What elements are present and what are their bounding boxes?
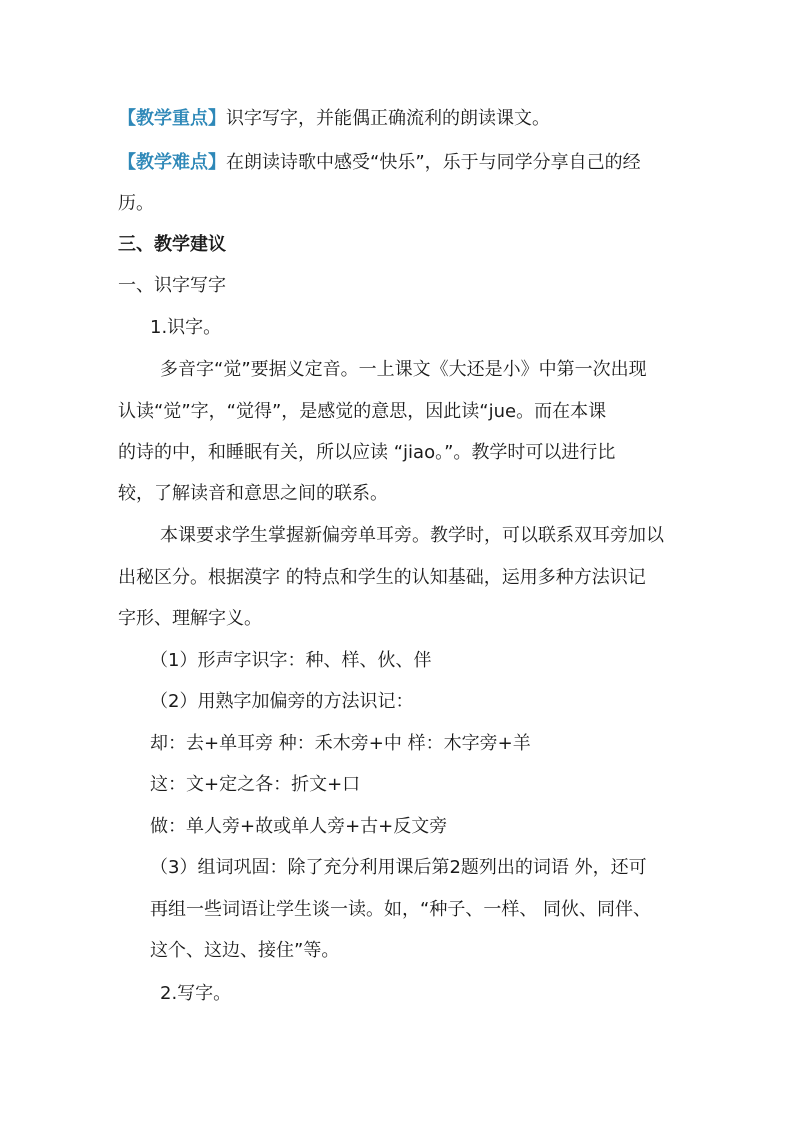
- subitem-1: （1）形声字识字：种、样、伙、伴: [150, 650, 432, 671]
- paragraph-1-line-3: 的诗的中，和睡眠有关，所以应读 “jiao。”。教学时可以进行比: [118, 442, 616, 463]
- item-heading-recognize: 1.识字。: [150, 317, 222, 338]
- subitem-3-line-2: 再组一些词语让学生谈一读。如，“种子、一样、 同伙、同伴、: [150, 899, 652, 920]
- paragraph-2-line-1: 本课要求学生掌握新偏旁单耳旁。教学时，可以联系双耳旁加以: [160, 525, 664, 546]
- part-heading-literacy: 一、识字写字: [118, 275, 226, 296]
- teaching-focus-line: [118, 107, 550, 131]
- item-heading-write: 2.写字。: [160, 983, 232, 1004]
- subitem-2: （2）用熟字加偏旁的方法识记：: [150, 691, 414, 712]
- subitem-3-line-1: （3）组词巩固：除了充分利用课后第2题列出的词语 外，还可: [150, 857, 647, 878]
- paragraph-1-line-1: 多音字“觉”要据义定音。一上课文《大还是小》中第一次出现: [160, 359, 647, 380]
- subitem-3-line-3: 这个、这边、接住”等。: [150, 940, 340, 961]
- section-heading-suggestions: 三、教学建议: [118, 234, 226, 255]
- example-line-2: 这：文+定之各：折文+口: [150, 774, 361, 795]
- teaching-difficulty-line: [118, 151, 641, 175]
- paragraph-1-line-2: 认读“觉”字，“觉得”，是感觉的意思，因此读“jue。而在本课: [118, 401, 607, 422]
- teaching-focus-label: 【教学重点】: [118, 108, 226, 129]
- teaching-difficulty-label: 【教学难点】: [118, 152, 226, 173]
- paragraph-1-line-4: 较，了解读音和意思之间的联系。: [118, 483, 388, 504]
- example-line-1: 却：去+单耳旁 种：禾木旁+中 样：木字旁+羊: [150, 733, 531, 754]
- paragraph-2-line-3: 字形、理解字义。: [118, 608, 262, 629]
- paragraph-2-line-2: 出秘区分。根据漠字 的特点和学生的认知基础，运用多种方法识记: [118, 567, 646, 588]
- teaching-focus-text: 识字写字，并能偶正确流利的朗读课文。: [226, 108, 550, 129]
- teaching-difficulty-text: 在朗读诗歌中感受“快乐”，乐于与同学分享自己的经: [226, 152, 641, 173]
- teaching-difficulty-continuation: 历。: [118, 193, 154, 214]
- example-line-3: 做：单人旁+故或单人旁+古+反文旁: [150, 816, 448, 837]
